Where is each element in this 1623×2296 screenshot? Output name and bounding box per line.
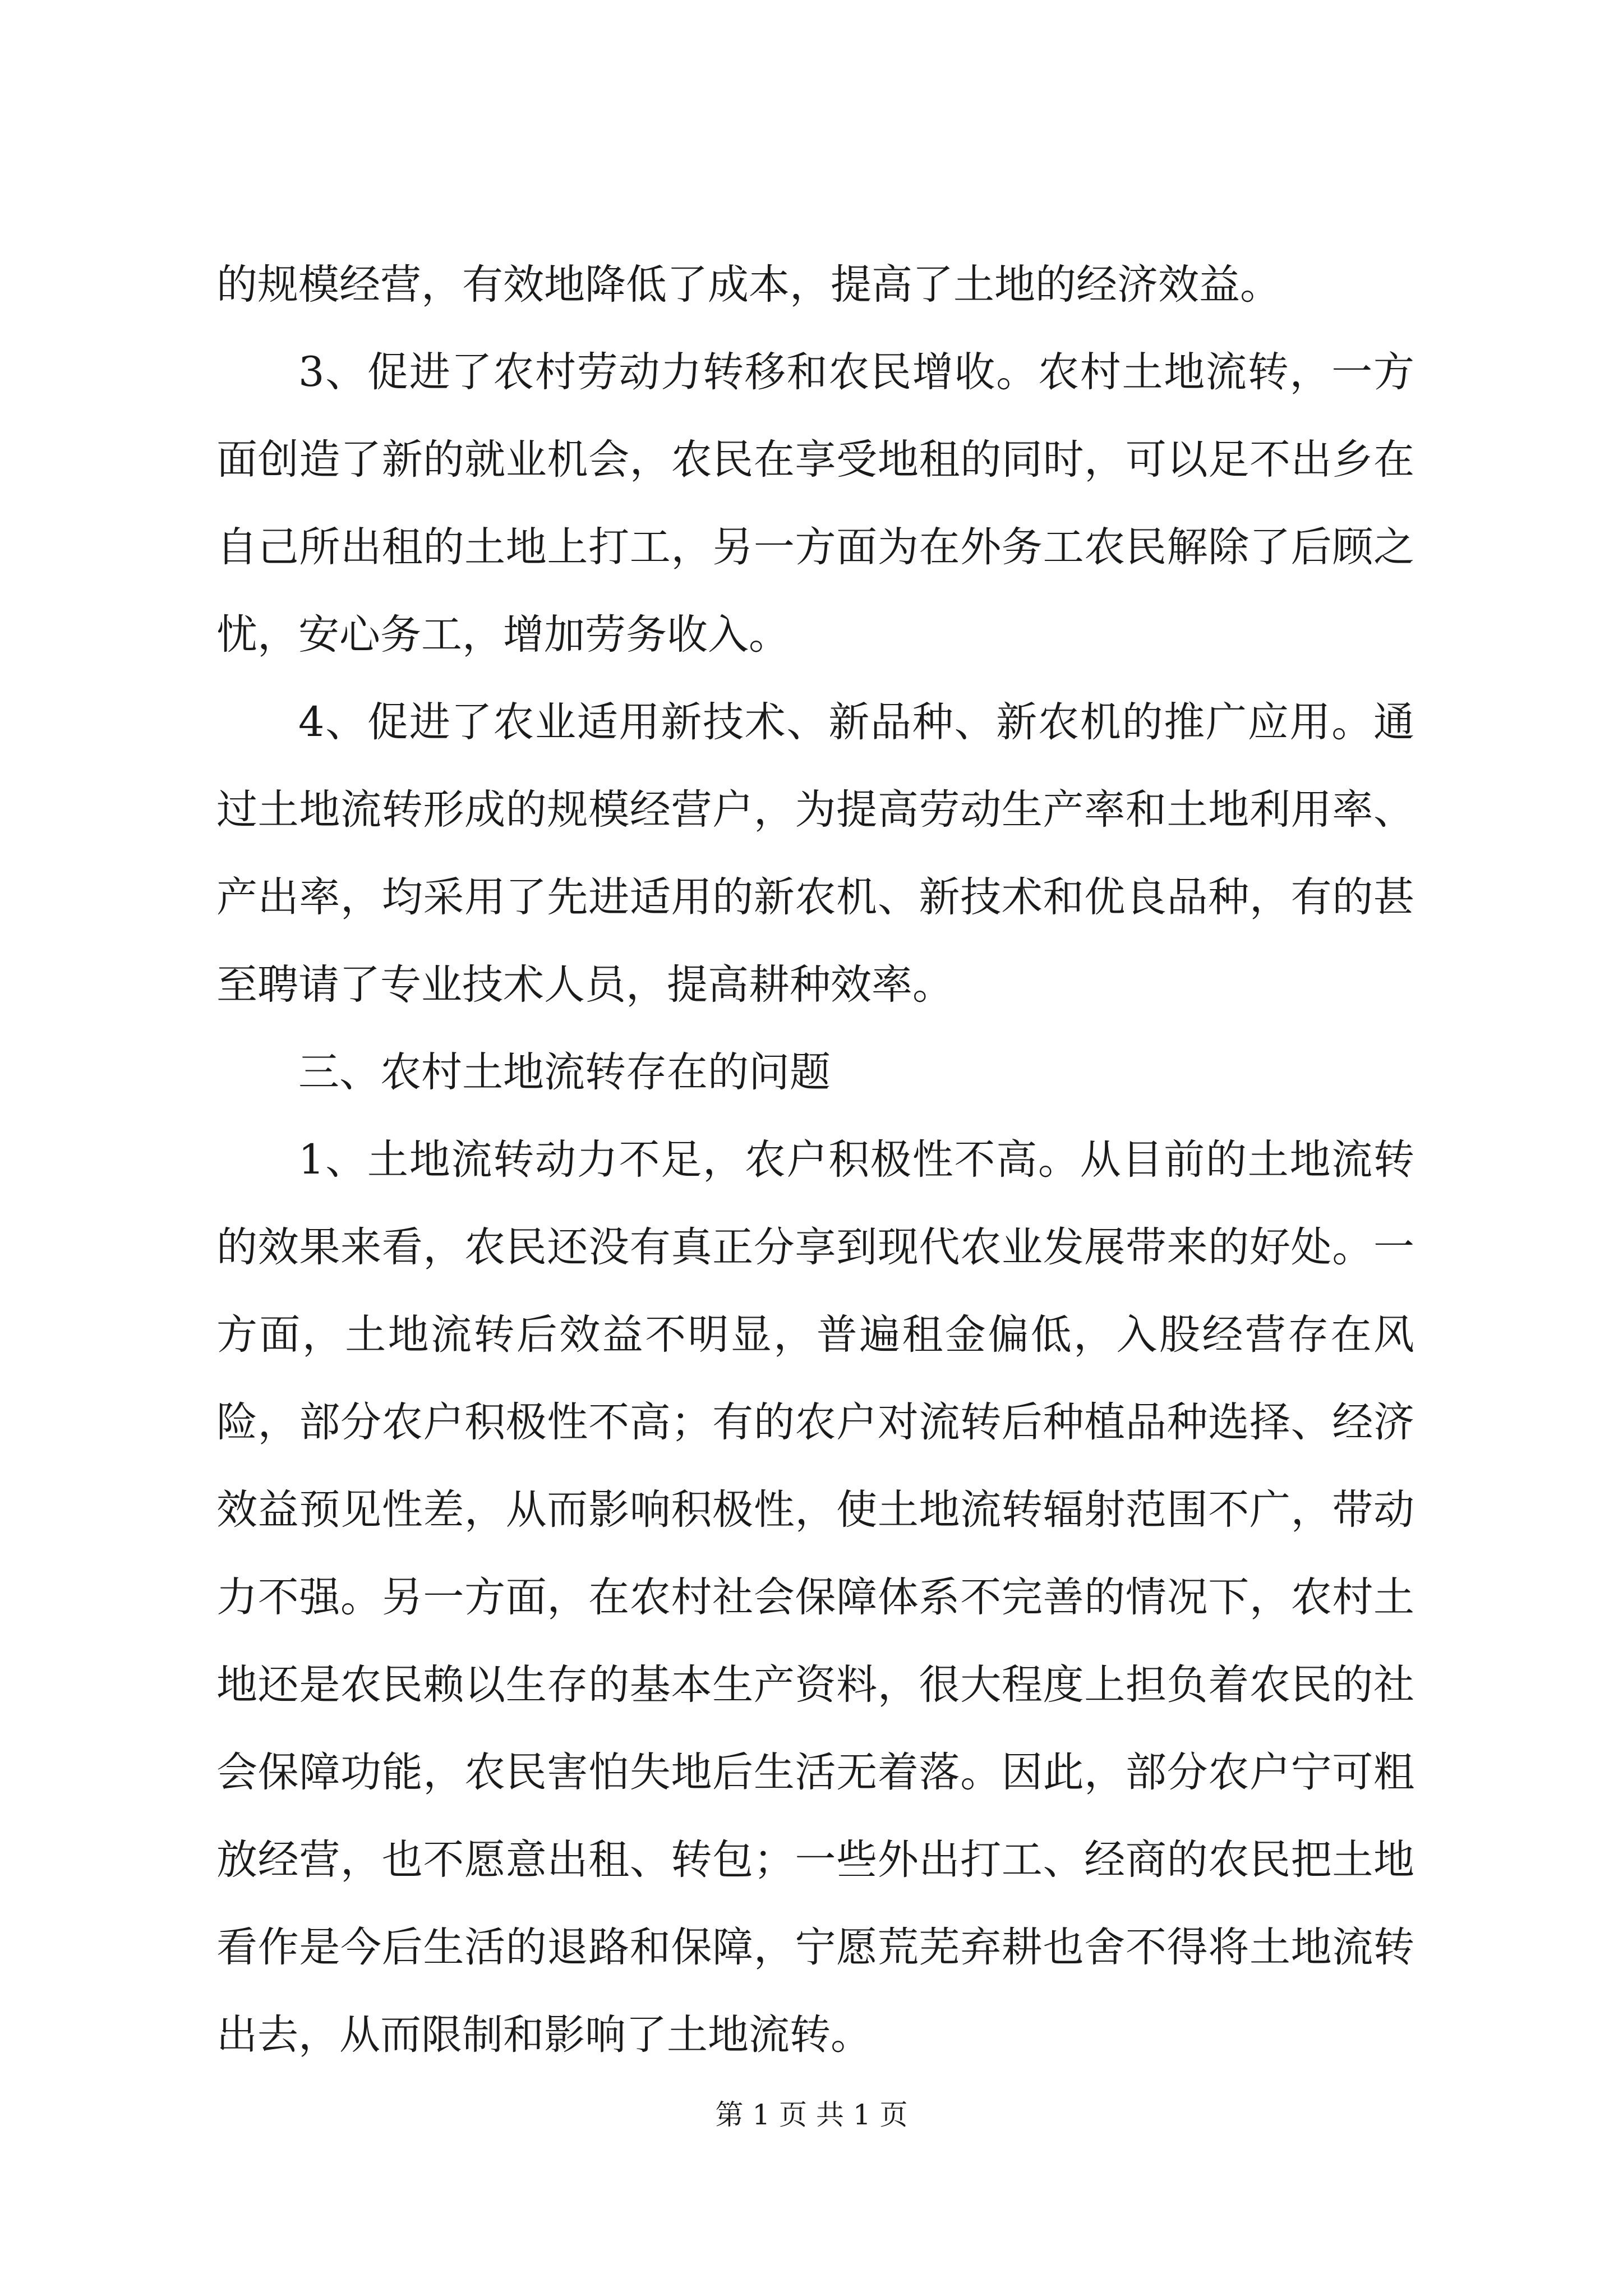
- paragraph-2: 3、促进了农村劳动力转移和农民增收。农村土地流转，一方面创造了新的就业机会，农民在享受地租的同时，可以足不出乡在自己所出租的土地上打工，另一方面为在外务工农民解除了后顾之忧，安心务工，增加劳务收入。: [216, 348, 1414, 659]
- section-heading: 三、农村土地流转存在的问题: [298, 1048, 831, 1096]
- page-footer: 第 1 页 共 1 页: [715, 2099, 908, 2131]
- document-body: [216, 241, 1414, 2079]
- paragraph-4: 1、土地流转动力不足，农户积极性不高。从目前的土地流转的效果来看，农民还没有真正分享到现代农业发展带来的好处。一方面，土地流转后效益不明显，普遍租金偏低，入股经营存在风险，部分农户积极性不高；有的农户对流转后种植品种选择、经济效益预见性差，从而影响积极性，使土地流转辐射范围不广，带动力不强。另一方面，在农村社会保障体系不完善的情况下，农村土地还是农民赖以生存的基本生产资料，很大程度上担负着农民的社会保障功能，农民害怕失地后生活无着落。因此，部分农户宁可粗放经营，也不愿意出租、转包；一些外出打工、经商的农民把土地看作是今后生活的退路和保障，宁愿荒芜弃耕也舍不得将土地流转出去，从而限制和影响了土地流转。: [216, 1136, 1414, 2059]
- paragraph-3: 4、促进了农业适用新技术、新品种、新农机的推广应用。通过土地流转形成的规模经营户，为提高劳动生产率和土地利用率、产出率，均采用了先进适用的新农机、新技术和优良品种，有的甚至聘请了专业技术人员，提高耕种效率。: [216, 698, 1414, 1009]
- paragraph-1: 的规模经营，有效地降低了成本，提高了土地的经济效益。: [216, 261, 1281, 309]
